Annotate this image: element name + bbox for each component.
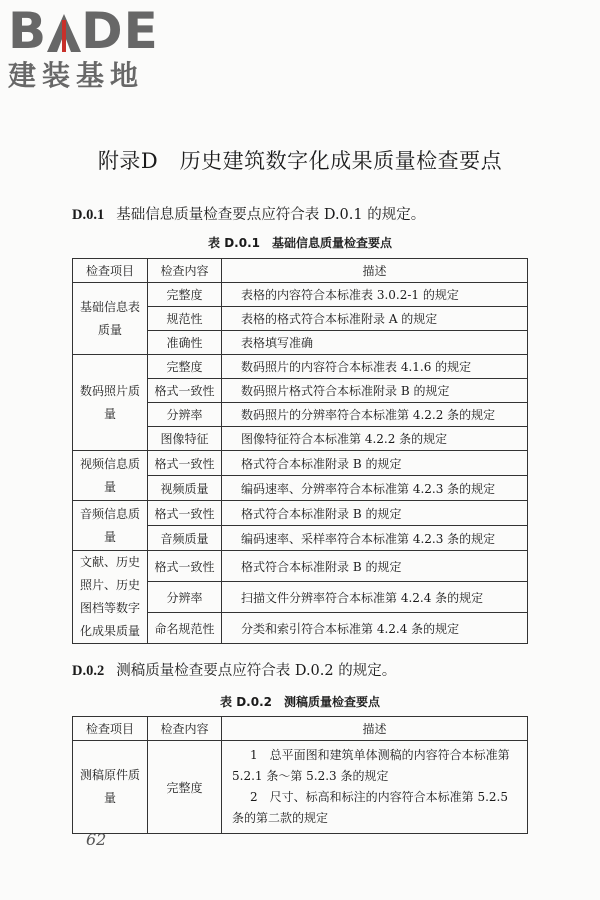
desc-cell: 表格填写准确 <box>222 331 528 355</box>
header-cell: 检查项目 <box>73 717 148 741</box>
logo-letter-de: DE <box>81 2 159 60</box>
item-cell: 图像特征 <box>148 427 222 451</box>
desc-cell: 格式符合本标准附录 B 的规定 <box>222 501 528 526</box>
table-row <box>73 451 528 476</box>
table2-caption: 表 D.0.2 测稿质量检查要点 <box>220 695 380 709</box>
logo-letter-b: B <box>8 2 48 60</box>
group-cell: 基础信息表质量 <box>73 283 148 355</box>
desc-cell: 数码照片的内容符合本标准表 4.1.6 的规定 <box>222 355 528 379</box>
desc-line: 2 尺寸、标高和标注的内容符合本标准第 5.2.5 条的第二款的规定 <box>232 790 508 825</box>
logo-letter-a <box>47 6 81 56</box>
desc-cell: 图像特征符合本标准第 4.2.2 条的规定 <box>222 427 528 451</box>
desc-cell: 数码照片格式符合本标准附录 B 的规定 <box>222 379 528 403</box>
desc-cell: 表格的格式符合本标准附录 A 的规定 <box>222 307 528 331</box>
page-number: 62 <box>86 830 107 849</box>
desc-cell: 表格的内容符合本标准表 3.0.2-1 的规定 <box>222 283 528 307</box>
group-cell: 视频信息质量 <box>73 451 148 501</box>
header-cell: 检查内容 <box>148 259 222 283</box>
desc-cell: 格式符合本标准附录 B 的规定 <box>222 551 528 582</box>
table1-caption: 表 D.0.1 基础信息质量检查要点 <box>208 236 392 250</box>
item-cell: 格式一致性 <box>148 551 222 582</box>
item-cell: 完整度 <box>148 741 222 834</box>
appendix-title: 附录D 历史建筑数字化成果质量检查要点 <box>97 149 503 173</box>
item-cell: 准确性 <box>148 331 222 355</box>
table-header-row <box>73 259 528 283</box>
desc-cell: 格式符合本标准附录 B 的规定 <box>222 451 528 476</box>
desc-cell: 扫描文件分辨率符合本标准第 4.2.4 条的规定 <box>222 582 528 613</box>
table-row <box>73 741 528 834</box>
group-cell: 音频信息质量 <box>73 501 148 551</box>
table-header-row <box>73 717 528 741</box>
item-cell: 命名规范性 <box>148 613 222 644</box>
item-cell: 分辨率 <box>148 582 222 613</box>
logo-wordmark <box>8 2 178 60</box>
header-cell: 描述 <box>222 259 528 283</box>
clause-text: 测稿质量检查要点应符合表 D.0.2 的规定。 <box>116 663 397 679</box>
clause-d02 <box>72 659 396 680</box>
desc-cell: 编码速率、采样率符合本标准第 4.2.3 条的规定 <box>222 526 528 551</box>
group-cell: 数码照片质量 <box>73 355 148 451</box>
clause-d01 <box>72 203 425 224</box>
desc-cell <box>222 741 528 834</box>
desc-line: 1 总平面图和建筑单体测稿的内容符合本标准第 5.2.1 条～第 5.2.3 条的规定 <box>232 748 510 783</box>
table-row <box>73 551 528 582</box>
item-cell: 完整度 <box>148 283 222 307</box>
item-cell: 完整度 <box>148 355 222 379</box>
group-cell: 文献、历史照片、历史图档等数字化成果质量 <box>73 551 148 644</box>
header-cell: 检查内容 <box>148 717 222 741</box>
item-cell: 音频质量 <box>148 526 222 551</box>
clause-text: 基础信息质量检查要点应符合表 D.0.1 的规定。 <box>116 207 426 223</box>
logo <box>8 2 178 96</box>
table-d01 <box>72 258 528 644</box>
header-cell: 描述 <box>222 717 528 741</box>
item-cell: 规范性 <box>148 307 222 331</box>
clause-number: D.0.2 <box>72 663 105 679</box>
desc-cell: 数码照片的分辨率符合本标准第 4.2.2 条的规定 <box>222 403 528 427</box>
item-cell: 格式一致性 <box>148 501 222 526</box>
item-cell: 视频质量 <box>148 476 222 501</box>
group-cell: 测稿原件质量 <box>73 741 148 834</box>
item-cell: 分辨率 <box>148 403 222 427</box>
header-cell: 检查项目 <box>73 259 148 283</box>
table-row <box>73 501 528 526</box>
item-cell: 格式一致性 <box>148 451 222 476</box>
desc-cell: 编码速率、分辨率符合本标准第 4.2.3 条的规定 <box>222 476 528 501</box>
table-d02 <box>72 716 528 834</box>
table-row <box>73 355 528 379</box>
clause-number: D.0.1 <box>72 207 105 223</box>
desc-cell: 分类和索引符合本标准第 4.2.4 条的规定 <box>222 613 528 644</box>
logo-subtitle: 建装基地 <box>8 59 145 92</box>
item-cell: 格式一致性 <box>148 379 222 403</box>
table-row <box>73 283 528 307</box>
